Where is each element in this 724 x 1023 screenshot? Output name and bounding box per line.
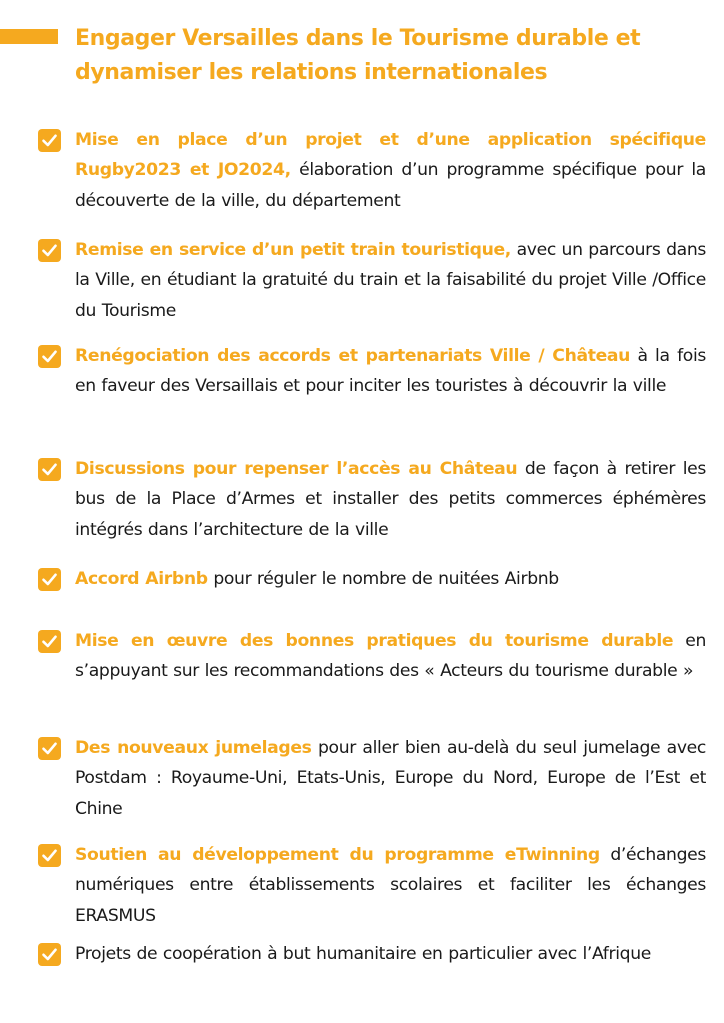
checkbox-icon — [38, 239, 61, 262]
list-item — [38, 564, 706, 594]
checkbox-icon — [38, 568, 61, 591]
list-item-text — [75, 125, 706, 216]
list-item-highlight: Discussions pour repenser l’accès au Château — [75, 459, 518, 479]
checkbox-icon — [38, 458, 61, 481]
title-accent-bar — [0, 29, 58, 44]
list-item — [38, 733, 706, 824]
list-item-text — [75, 733, 706, 824]
list-item-body: avec un parcours dans la Ville, en étudiant la gratuité du train et la faisabilité du projet Ville /Office du Tourisme — [75, 240, 706, 321]
checkbox-icon — [38, 345, 61, 368]
list-item-text — [75, 939, 706, 969]
checkbox-icon — [38, 630, 61, 653]
list-item-body: de façon à retirer les bus de la Place d’Armes et installer des petits commerces éphémères intégrés dans l’architecture de la ville — [75, 459, 707, 540]
list-item-body: à la fois en faveur des Versaillais et pour inciter les touristes à découvrir la ville — [75, 346, 706, 397]
list-item-highlight: Accord Airbnb — [75, 569, 208, 589]
list-item-highlight: Mise en œuvre des bonnes pratiques du tourisme durable — [75, 631, 674, 651]
list-item-body: pour aller bien au-delà du seul jumelage avec Postdam : Royaume-Uni, Etats-Unis, Europe du Nord, Europe de l’Est et Chine — [75, 738, 707, 819]
list-item-body: Projets de coopération à but humanitaire en particulier avec l’Afrique — [75, 944, 651, 964]
list-item-text — [75, 454, 706, 545]
list-item-highlight: Des nouveaux jumelages — [75, 738, 312, 758]
list-item-body: élaboration d’un programme spécifique pour la découverte de la ville, du département — [75, 160, 706, 211]
list-item — [38, 235, 706, 326]
list-item-text — [75, 626, 706, 687]
checkbox-icon — [38, 737, 61, 760]
list-item-highlight: Soutien au développement du programme eTwinning — [75, 845, 600, 865]
list-item — [38, 125, 706, 216]
checkbox-icon — [38, 943, 61, 966]
checkbox-icon — [38, 129, 61, 152]
list-item-text — [75, 840, 706, 931]
list-item — [38, 840, 706, 931]
list-item — [38, 939, 706, 969]
list-item-body: en s’appuyant sur les recommandations des « Acteurs du tourisme durable » — [75, 631, 706, 682]
list-item-highlight: Mise en place d’un projet et d’une application spécifique Rugby2023 et JO2024, — [75, 130, 706, 181]
list-item-text — [75, 235, 706, 326]
list-item — [38, 341, 706, 402]
list-item-body: pour réguler le nombre de nuitées Airbnb — [207, 569, 559, 589]
page-title: Engager Versailles dans le Tourisme durable et dynamiser les relations internationales — [75, 26, 641, 85]
list-item-body: d’échanges numériques entre établissements scolaires et faciliter les échanges ERASMUS — [75, 845, 706, 926]
list-item-text — [75, 341, 706, 402]
list-item-highlight: Renégociation des accords et partenariats Ville / Château — [75, 346, 631, 366]
list-item-text — [75, 564, 706, 594]
checkbox-icon — [38, 844, 61, 867]
list-item — [38, 454, 706, 545]
list-item — [38, 626, 706, 687]
list-item-highlight: Remise en service d’un petit train touristique, — [75, 240, 511, 260]
